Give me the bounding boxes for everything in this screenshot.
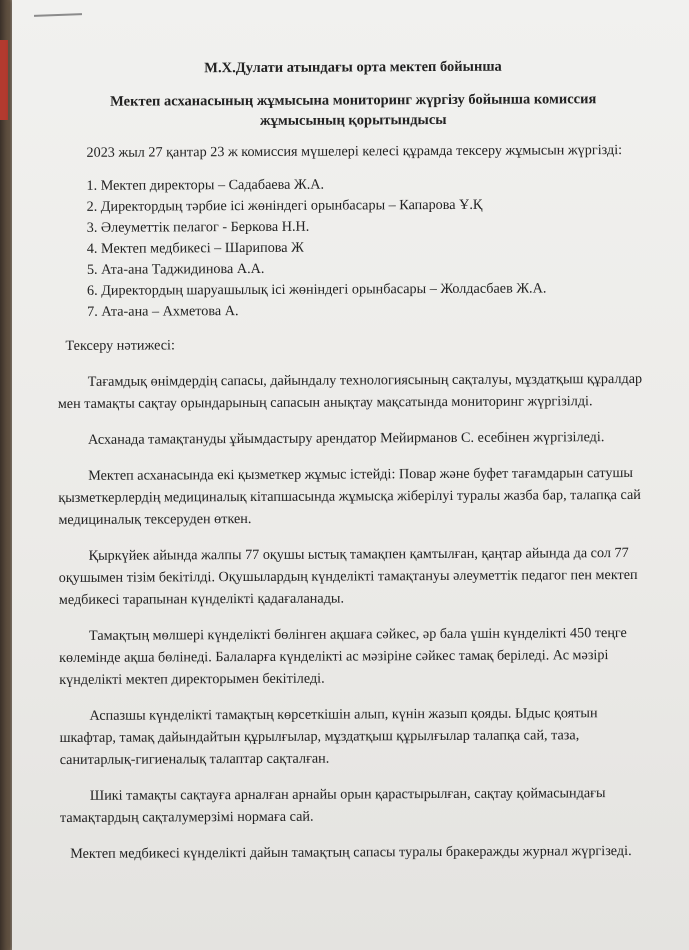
member-item: 5. Ата-ана Таджидинова А.А. xyxy=(101,257,651,281)
body-paragraph: Аспазшы күнделікті тамақтың көрсеткішін алып, күнін жазып қояды. Ыдыс қоятын шкафтар, тамақ дайындайтын құрылғылар, мұздатқыш құрылғылар талапқа сай, таза, санитарлық-гигиеналық талаптар сақталған. xyxy=(59,705,598,768)
body-paragraph: Тағамдық өнімдердің сапасы, дайындалу технологиясының сақталуы, мұздатқыш құралдар мен тамақты сақтау орындарының сапасын анықтау мақсатында мониторинг жүргізілді. xyxy=(57,370,643,412)
body-paragraph: Қыркүйек айында жалпы 77 оқушы ыстық тамақпен қамтылған, қаңтар айында да сол 77 оқушымен тізім бекітілді. Оқушылардың күнделікті тамақтануы әлеуметтік педагог пен мектеп медбикесі тарапынан күнделікті қадағаланады. xyxy=(58,545,638,608)
commission-members-list xyxy=(57,173,652,323)
body-paragraph: Мектеп асханасында екі қызметкер жұмыс істейді: Повар және буфет тағамдарын сатушы қызметкерлердің медициналық кітапшасында жұмысқа жіберілуі туралы жазба бар, талапқа сай медициналық тексеруден өткен. xyxy=(58,464,641,528)
document-title: М.Х.Дулати атындағы орта мектеп бойынша xyxy=(204,58,502,77)
document-content xyxy=(56,55,654,879)
member-item: 1. Мектеп директоры – Садабаева Ж.А. xyxy=(101,173,651,197)
member-item: 4. Мектеп медбикесі – Шарипова Ж xyxy=(101,236,651,260)
body-paragraph: Шикі тамақты сақтауға арналған арнайы орын қарастырылған, сақтау қоймасындағы тамақтардың сақталумерзімі нормаға сай. xyxy=(59,785,606,826)
body-paragraph: Тамақтың мөлшері күнделікті бөлінген ақшаға сәйкес, әр бала үшін күнделікті 450 теңге көлемінде ақша бөлінеді. Балаларға күнделікті ас мәзіріне сәйкес тамақ беріледі. Ас мәзірі күнделікті мектеп директорымен бекітіледі. xyxy=(59,625,627,688)
member-item: 7. Ата-ана – Ахметова А. xyxy=(101,299,651,323)
results-heading: Тексеру нәтижесі: xyxy=(65,337,175,354)
intro-paragraph: 2023 жыл 27 қантар 23 ж комиссия мүшелері келесі құрамда тексеру жұмысын жүргізді: xyxy=(86,142,623,161)
body-paragraph: Асханада тамақтануды ұйымдастыру арендатор Мейирманов С. есебінен жүргізіледі. xyxy=(87,429,605,448)
document-subtitle: Мектеп асханасының жұмысына мониторинг жүргізу бойынша комиссия жұмысының қорытындысы xyxy=(110,91,597,129)
member-item: 6. Директордың шаруашылық ісі жөніндегі орынбасары – Жолдасбаев Ж.А. xyxy=(101,278,651,302)
body-paragraph: Мектеп медбикесі күнделікті дайын тамақтың сапасы туралы бракеражды журнал жүргізеді. xyxy=(70,842,632,862)
pencil-mark xyxy=(34,13,82,17)
background-red-object xyxy=(0,40,8,120)
member-item: 3. Әлеуметтік пелагог - Беркова Н.Н. xyxy=(101,215,651,239)
member-item: 2. Директордың тәрбие ісі жөніндегі орынбасары – Капарова Ұ.Қ xyxy=(101,194,651,218)
